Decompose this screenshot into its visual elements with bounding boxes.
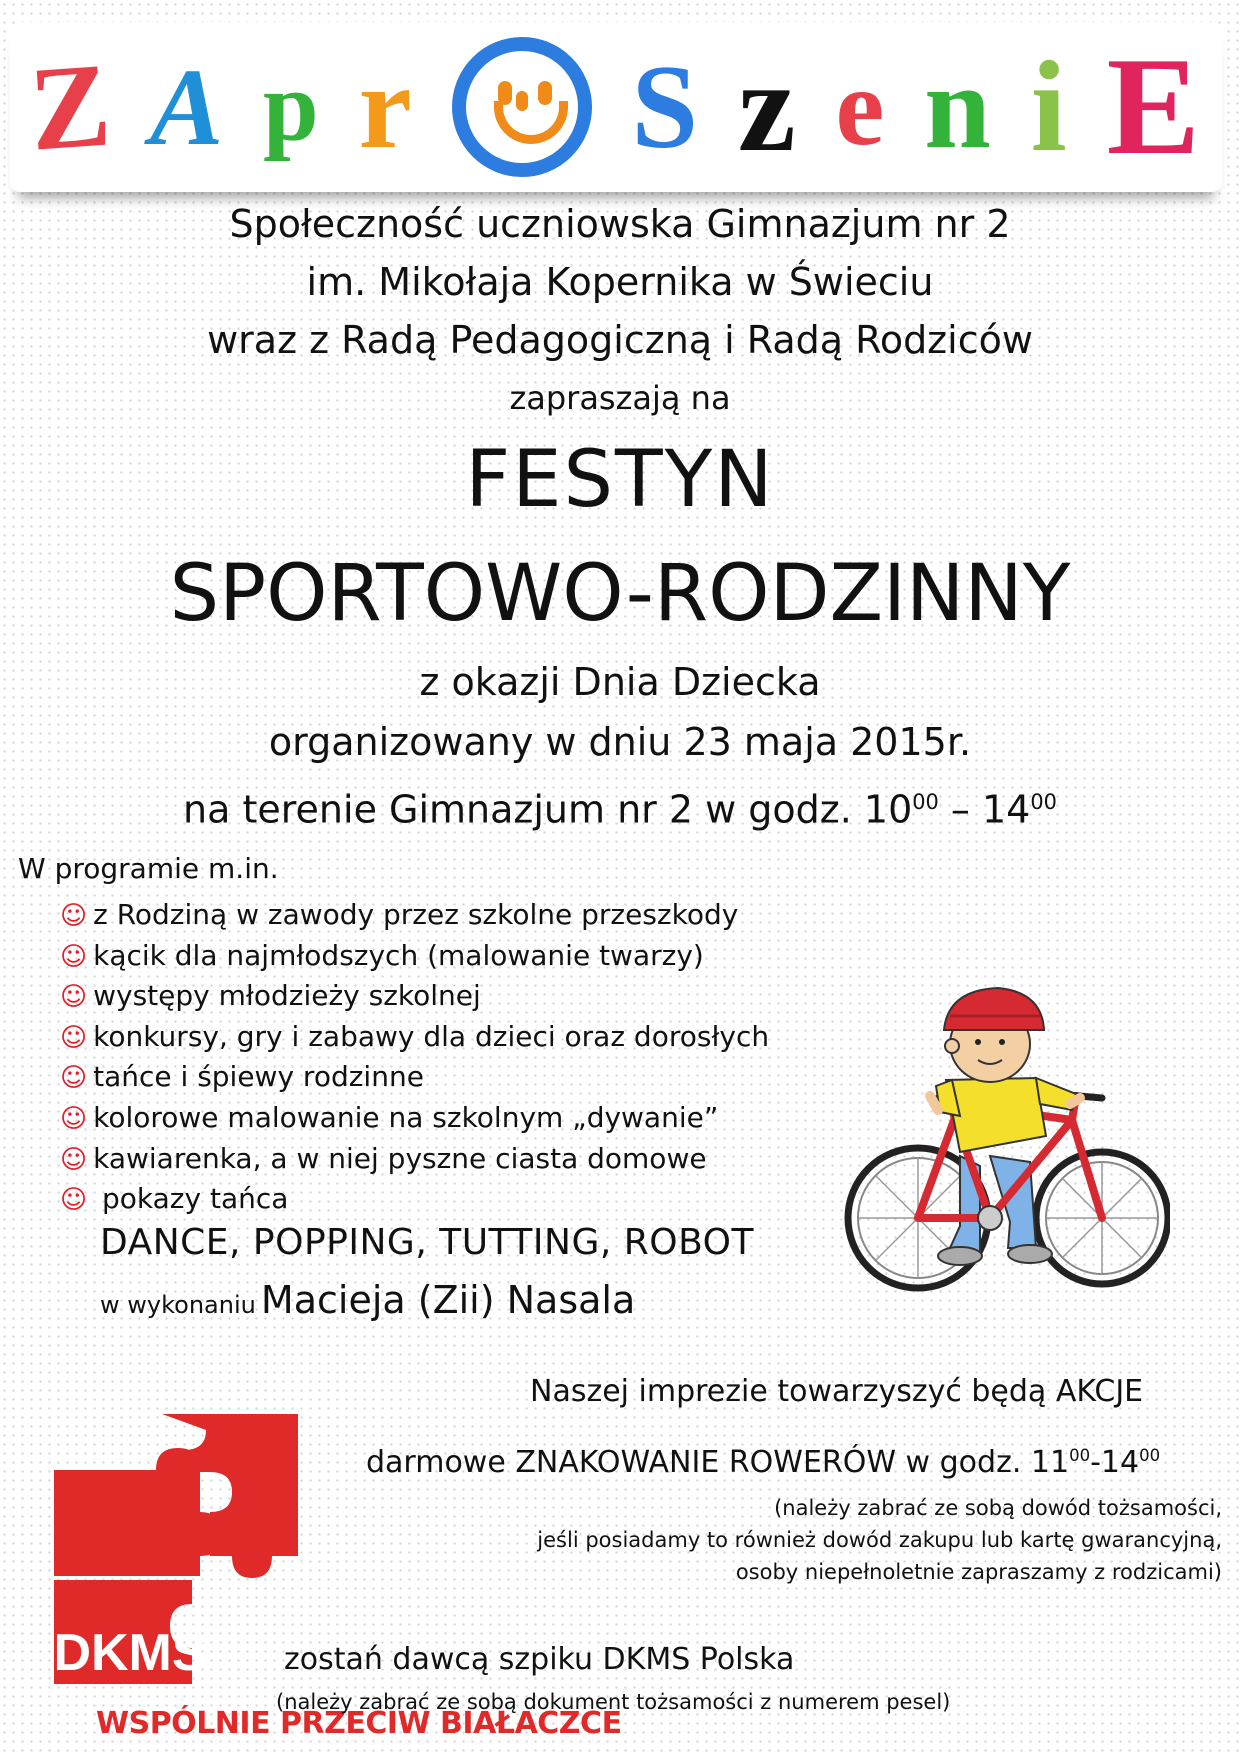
intro-line: wraz z Radą Pedagogiczną i Radą Rodziców (207, 318, 1033, 362)
dkms-tagline: WSPÓLNIE PRZECIW BIAŁACZCE (96, 1706, 622, 1741)
smiley-icon: ☺ (60, 1022, 88, 1053)
banner-letter-s: S (631, 40, 699, 173)
event-details (0, 652, 1240, 840)
banner-letter-e2: E (1106, 29, 1200, 184)
bike-marking-note: (należy zabrać ze sobą dowód tożsamości, jeśli posiadamy to również dowód zakupu lub kartę gwarancyjną, osoby niepełnoletnie zapraszamy z rodzicami) (537, 1496, 1222, 1584)
list-item: ☺ kolorowe malowanie na szkolnym „dywanie” (60, 1100, 719, 1134)
actions-heading: Naszej imprezie towarzyszyć będą AKCJE (530, 1374, 1144, 1409)
bike-marking-line: darmowe ZNAKOWANIE ROWERÓW w godz. $11^{00}-14^{00}$ (366, 1445, 1161, 1480)
event-title: FESTYN (465, 435, 775, 525)
smiley-icon: ☺ (60, 1103, 88, 1134)
banner-letter-z2: z (737, 35, 796, 179)
dance-styles: DANCE, POPPING, TUTTING, ROBOT (100, 1222, 754, 1263)
smiley-icon: ☺ (60, 901, 88, 931)
program-list (60, 895, 769, 1220)
list-item: ☺ z Rodziną w zawody przez szkolne przeszkody (60, 898, 739, 931)
banner-letter-p: p (263, 51, 319, 162)
banner-letter-n: n (924, 40, 991, 173)
smiley-icon: ☺ (60, 941, 88, 972)
performer-prefix: w wykonaniu (100, 1291, 256, 1319)
performer-name: Macieja (Zii) Nasala (260, 1278, 636, 1322)
banner-letter-i: i (1030, 35, 1067, 179)
intro-line: Społeczność uczniowska Gimnazjum nr 2 (229, 202, 1011, 246)
occasion-line: z okazji Dnia Dziecka (419, 660, 821, 704)
smiley-face-o-icon (452, 37, 592, 177)
banner-letter-z: Z (25, 37, 115, 176)
list-item: ☺ kawiarenka, a w niej pyszne ciasta domowe (60, 1141, 707, 1175)
event-subtitle: SPORTOWO-RODZINNY (169, 549, 1071, 639)
dkms-logo-text: DKMS (53, 1624, 207, 1682)
banner-letter-e: e (835, 46, 885, 168)
smiley-icon: ☺ (60, 1185, 88, 1216)
intro-line: zapraszają na (509, 379, 731, 417)
date-line: organizowany w dniu 23 maja 2015r. (268, 720, 972, 764)
banner-letter-a: A (149, 46, 224, 168)
list-item: ☺ kącik dla najmłodszych (malowanie twarzy) (60, 938, 704, 972)
dkms-logo (40, 1408, 310, 1688)
smiley-icon: ☺ (60, 982, 88, 1013)
intro-text (0, 195, 1240, 427)
list-item: ☺ występy młodzieży szkolnej (60, 979, 481, 1013)
boy-with-bicycle-illustration (840, 986, 1170, 1304)
list-item: ☺ pokazy tańca (60, 1182, 289, 1216)
list-item: ☺ konkursy, gry i zabawy dla dzieci oraz dorosłych (60, 1019, 770, 1053)
dkms-note: (należy zabrać ze sobą dokument tożsamości z numerem pesel) (276, 1690, 951, 1714)
program-heading: W programie m.in. (18, 852, 279, 885)
performer-line (100, 1278, 635, 1322)
title-banner (10, 22, 1222, 192)
banner-letter-r: r (358, 40, 412, 173)
banner-title (25, 29, 1200, 184)
location-time-line: na terenie Gimnazjum nr 2 w godz. $10^{00} - 14^{00}$ (183, 787, 1057, 832)
smiley-icon: ☺ (60, 1144, 88, 1175)
dkms-donor-line: zostań dawcą szpiku DKMS Polska (284, 1642, 795, 1677)
intro-line: im. Mikołaja Kopernika w Świeciu (306, 260, 934, 304)
smiley-icon: ☺ (60, 1063, 88, 1094)
list-item: ☺ tańce i śpiewy rodzinne (60, 1060, 424, 1094)
